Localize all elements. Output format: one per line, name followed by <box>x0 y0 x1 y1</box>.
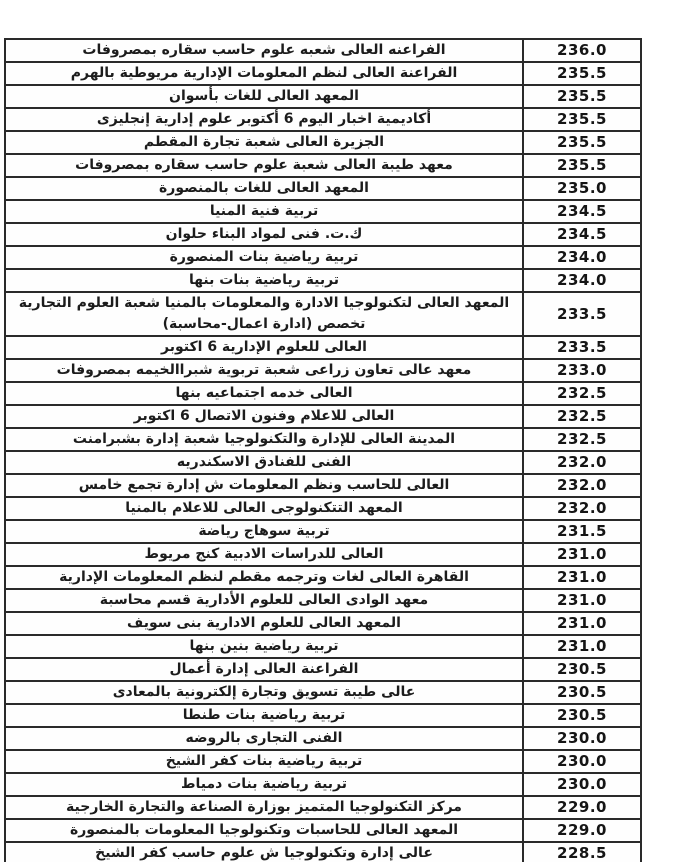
score-value: 230.0 <box>522 751 640 772</box>
institute-name: العالى خدمه اجتماعيه بنها <box>175 385 353 401</box>
table-row <box>6 109 640 132</box>
institute-name: تربية فنية المنيا <box>209 203 319 219</box>
score-value: 235.5 <box>522 109 640 130</box>
institute-name: المعهد العالى للغات بالمنصورة <box>159 180 369 196</box>
table-row <box>6 475 640 498</box>
institute-name: الجزيرة العالى شعبة تجارة المقطم <box>143 134 385 150</box>
institute-name: الفراعنه العالى شعبه علوم حاسب سقاره بمصروفات <box>82 42 446 58</box>
table-row <box>6 452 640 475</box>
score-value: 235.0 <box>522 178 640 199</box>
table-row <box>6 797 640 820</box>
table-row <box>6 682 640 705</box>
table-row <box>6 224 640 247</box>
score-value: 234.0 <box>522 247 640 268</box>
score-value: 233.5 <box>522 293 640 335</box>
score-value: 232.0 <box>522 475 640 496</box>
institute-name: المعهد العالى للحاسبات وتكنولوجيا المعلومات بالمنصورة <box>69 822 459 838</box>
score-value: 231.0 <box>522 636 640 657</box>
score-value: 232.5 <box>522 383 640 404</box>
table-row <box>6 613 640 636</box>
score-value: 235.5 <box>522 63 640 84</box>
institute-name: الفنى التجارى بالروضه <box>185 730 343 746</box>
institute-name: تربية رياضية بنات المنصورة <box>169 249 359 265</box>
score-value: 233.0 <box>522 360 640 381</box>
table-row <box>6 132 640 155</box>
institute-name: معهد عالى تعاون زراعى شعبة تربوية شبراالخيمه بمصروفات <box>56 362 472 378</box>
score-value: 235.5 <box>522 132 640 153</box>
institute-name: معهد الوادى العالى للعلوم الأدارية قسم محاسبة <box>99 592 429 608</box>
institute-name: المعهد العالى للعلوم الادارية بنى سويف <box>127 615 401 631</box>
institute-name: العالى للدراسات الادبية كنج مريوط <box>144 546 384 562</box>
institute-name: مركز التكنولوجيا المتميز بوزارة الصناعة والتجارة الخارجية <box>66 799 462 815</box>
score-value: 232.5 <box>522 406 640 427</box>
table-row <box>6 63 640 86</box>
institute-name: الفراعنة العالى لنظم المعلومات الإدارية مريوطية بالهرم <box>70 65 458 81</box>
institute-name: عالى طيبة تسويق وتجارة إلكترونية بالمعادى <box>112 684 416 700</box>
institute-name: تربية رياضية بنات دمياط <box>180 776 348 792</box>
institute-name: تربية رياضية بنات بنها <box>188 272 340 288</box>
table-row <box>6 521 640 544</box>
institute-name: المعهد العالى للغات بأسوان <box>169 88 359 104</box>
table-row <box>6 86 640 109</box>
institute-name: المدينة العالى للإدارة والتكنولوجيا شعبة إدارة بشبرامنت <box>72 431 456 447</box>
grades-table <box>4 38 642 862</box>
score-value: 231.0 <box>522 567 640 588</box>
table-row <box>6 406 640 429</box>
score-value: 229.0 <box>522 797 640 818</box>
institute-name: العالى للاعلام وفنون الاتصال 6 اكتوبر <box>133 408 395 424</box>
score-value: 230.5 <box>522 705 640 726</box>
score-value: 235.5 <box>522 86 640 107</box>
institute-name: تربية سوهاج رياضة <box>198 523 330 539</box>
table-row <box>6 590 640 613</box>
institute-name: القاهرة العالى لغات وترجمه مقطم لنظم المعلومات الإدارية <box>59 569 469 585</box>
institute-name: العالى للحاسب ونظم المعلومات ش إدارة تجمع خامس <box>78 477 450 493</box>
institute-name: العالى للعلوم الإدارية 6 اكتوبر <box>161 339 367 355</box>
score-value: 234.5 <box>522 201 640 222</box>
score-value: 232.0 <box>522 498 640 519</box>
table-row <box>6 567 640 590</box>
table-row <box>6 155 640 178</box>
score-value: 229.0 <box>522 820 640 841</box>
institute-name: تربية رياضية بنين بنها <box>189 638 339 654</box>
score-value: 228.5 <box>522 843 640 862</box>
score-value: 231.0 <box>522 544 640 565</box>
institute-name: الفنى للفنادق الاسكندريه <box>176 454 352 470</box>
score-value: 230.0 <box>522 728 640 749</box>
table-row <box>6 429 640 452</box>
table-row <box>6 178 640 201</box>
score-value: 230.5 <box>522 659 640 680</box>
score-value: 234.0 <box>522 270 640 291</box>
score-value: 232.0 <box>522 452 640 473</box>
score-value: 231.0 <box>522 590 640 611</box>
table-row <box>6 544 640 567</box>
table-row <box>6 774 640 797</box>
institute-name: معهد طيبة العالى شعبة علوم حاسب سقاره بمصروفات <box>75 157 453 173</box>
score-value: 236.0 <box>522 40 640 61</box>
institute-name: تربية رياضية بنات كفر الشيخ <box>165 753 363 769</box>
table-row <box>6 843 640 862</box>
score-value: 232.5 <box>522 429 640 450</box>
institute-name: الفراعنة العالى إدارة أعمال <box>169 661 359 677</box>
table-row <box>6 636 640 659</box>
score-value: 230.5 <box>522 682 640 703</box>
table-row <box>6 728 640 751</box>
score-value: 231.5 <box>522 521 640 542</box>
table-row <box>6 659 640 682</box>
table-row <box>6 293 640 337</box>
table-row <box>6 40 640 63</box>
institute-name: المعهد العالى لتكنولوجيا الادارة والمعلومات بالمنيا شعبة العلوم التجارية تخصص (ادارة اعمال-محاسبة) <box>18 295 510 332</box>
table-row <box>6 820 640 843</box>
institute-name: ك.ت. فنى لمواد البناء حلوان <box>165 226 363 242</box>
table-row <box>6 383 640 406</box>
table-row <box>6 270 640 293</box>
institute-name: أكاديمية اخبار اليوم 6 أكتوبر علوم إدارية إنجليزى <box>96 111 432 127</box>
table-row <box>6 705 640 728</box>
score-value: 233.5 <box>522 337 640 358</box>
institute-name: تربية رياضية بنات طنطا <box>182 707 346 723</box>
table-row <box>6 751 640 774</box>
score-value: 235.5 <box>522 155 640 176</box>
table-row <box>6 498 640 521</box>
table-row <box>6 360 640 383</box>
table-row <box>6 201 640 224</box>
table-row <box>6 337 640 360</box>
institute-name: المعهد التتكنولوجى العالى للاعلام بالمنيا <box>125 500 403 516</box>
score-value: 230.0 <box>522 774 640 795</box>
table-row <box>6 247 640 270</box>
institute-name: عالى إدارة وتكنولوجيا ش علوم حاسب كفر الشيخ <box>95 845 433 861</box>
score-value: 231.0 <box>522 613 640 634</box>
score-value: 234.5 <box>522 224 640 245</box>
